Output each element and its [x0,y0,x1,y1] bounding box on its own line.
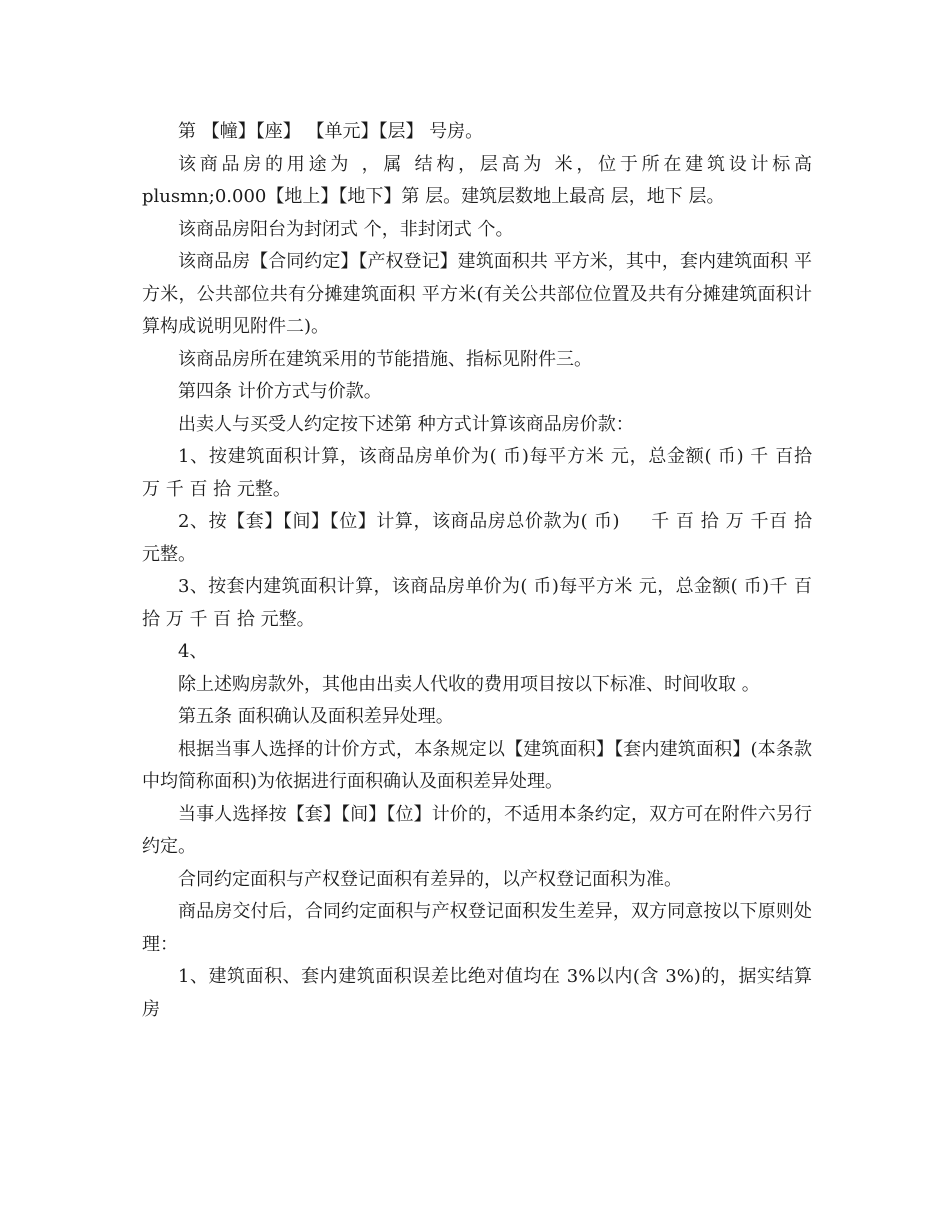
pricing-option-4: 4、 [178,641,208,662]
paragraph-usage-structure: 该商品房的用途为 ，属 结构，层高为 米，位于所在建筑设计标高plusmn;0.000【地上】【地下】第 层。建筑层数地上最高 层，地下 层。 [142,153,812,207]
paragraph-energy-saving: 该商品房所在建筑采用的节能措施、指标见附件三。 [178,348,592,370]
paragraph-registered-area: 合同约定面积与产权登记面积有差异的，以产权登记面积为准。 [178,868,682,890]
pricing-option-2: 2、按【套】【间】【位】计算，该商品房总价款为( 币) 千 百 拾 万 千百 拾 元整。 [142,511,818,565]
pricing-option-3: 3、按套内建筑面积计算，该商品房单价为( 币)每平方米 元，总金额( 币)千 百 拾 万 千 百 拾 元整。 [142,576,824,630]
paragraph-unit-pricing-exception: 当事人选择按【套】【间】【位】计价的，不适用本条约定，双方可在附件六另行约定。 [142,803,812,857]
paragraph-error-rule-1: 1、建筑面积、套内建筑面积误差比绝对值均在 3%以内(含 3%)的，据实结算房 [142,966,812,1020]
paragraph-pricing-method: 出卖人与买受人约定按下述第 种方式计算该商品房价款： [178,413,634,435]
paragraph-unit-number: 第 【幢】【座】 【单元】【层】 号房。 [178,121,484,142]
article-five-heading: 第五条 面积确认及面积差异处理。 [178,706,454,727]
article-four-heading: 第四条 计价方式与价款。 [178,381,382,402]
paragraph-area-basis: 根据当事人选择的计价方式，本条规定以【建筑面积】【套内建筑面积】(本条款中均简称面积)为依据进行面积确认及面积差异处理。 [142,738,812,792]
paragraph-floor-area: 该商品房【合同约定】【产权登记】建筑面积共 平方米，其中，套内建筑面积 平方米，公共部位共有分摊建筑面积 平方米(有关公共部位位置及共有分摊建筑面积计算构成说明见附件二)。 [142,251,812,337]
paragraph-area-difference: 商品房交付后，合同约定面积与产权登记面积发生差异，双方同意按以下原则处理： [142,901,812,955]
paragraph-balcony: 该商品房阳台为封闭式 个，非封闭式 个。 [178,218,514,240]
pricing-option-1: 1、按建筑面积计算，该商品房单价为( 币)每平方米 元，总金额( 币) 千 百拾 万 千 百 拾 元整。 [142,446,824,500]
paragraph-other-fees: 除上述购房款外，其他由出卖人代收的费用项目按以下标准、时间收取 。 [178,673,760,695]
document-body [142,116,824,1026]
